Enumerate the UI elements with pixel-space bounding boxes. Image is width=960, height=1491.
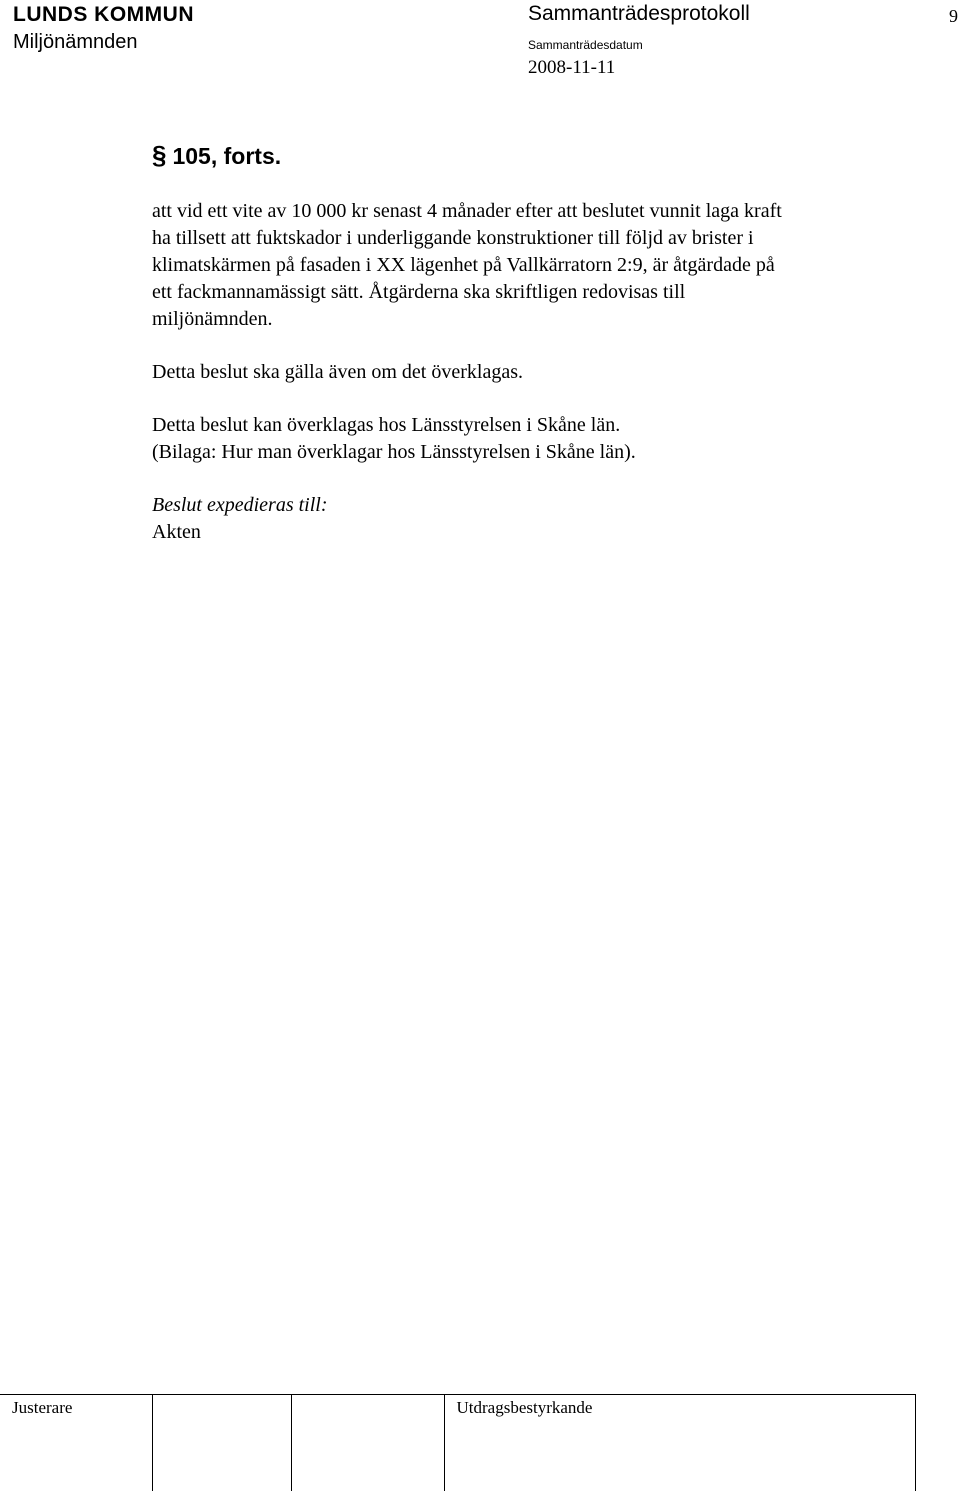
utdragsbestyrkande-label: Utdragsbestyrkande [457, 1398, 593, 1417]
document-type: Sammanträdesprotokoll [528, 1, 750, 27]
distribution-block [152, 492, 912, 546]
signature-cell [152, 1395, 291, 1491]
appeal-paragraph [152, 412, 912, 466]
signature-cell [291, 1395, 444, 1491]
decision-paragraph [152, 198, 912, 333]
appeal-attachment-line: (Bilaga: Hur man överklagar hos Länsstyrelsen i Skåne län). [152, 441, 636, 463]
decision-line: ha tillsett att fuktskador i underliggande konstruktioner till följd av brister i [152, 227, 754, 249]
meeting-date-label: Sammanträdesdatum [528, 38, 643, 52]
distribution-label: Beslut expedieras till: [152, 494, 328, 516]
page-number: 9 [949, 5, 958, 27]
justerare-cell [0, 1395, 152, 1491]
decision-line: miljönämnden. [152, 308, 273, 330]
department-name: Miljönämnden [13, 30, 138, 54]
section-symbol: § [152, 140, 166, 170]
decision-line: att vid ett vite av 10 000 kr senast 4 månader efter att beslutet vunnit laga kraft [152, 200, 782, 222]
signature-table [0, 1394, 916, 1491]
validity-paragraph: Detta beslut ska gälla även om det överklagas. [152, 359, 912, 386]
organization-logo-text: LUNDS KOMMUN [13, 2, 194, 28]
meeting-date: 2008-11-11 [528, 57, 615, 79]
section-heading [152, 140, 281, 171]
decision-body [152, 198, 912, 546]
utdragsbestyrkande-cell [444, 1395, 915, 1491]
section-heading-text: 105, forts. [172, 143, 281, 169]
decision-line: ett fackmannamässigt sätt. Åtgärderna ska skriftligen redovisas till [152, 281, 685, 303]
distribution-recipient: Akten [152, 521, 201, 543]
justerare-label: Justerare [12, 1398, 72, 1417]
appeal-line: Detta beslut kan överklagas hos Länsstyrelsen i Skåne län. [152, 414, 620, 436]
decision-line: klimatskärmen på fasaden i XX lägenhet på Vallkärratorn 2:9, är åtgärdade på [152, 254, 775, 276]
